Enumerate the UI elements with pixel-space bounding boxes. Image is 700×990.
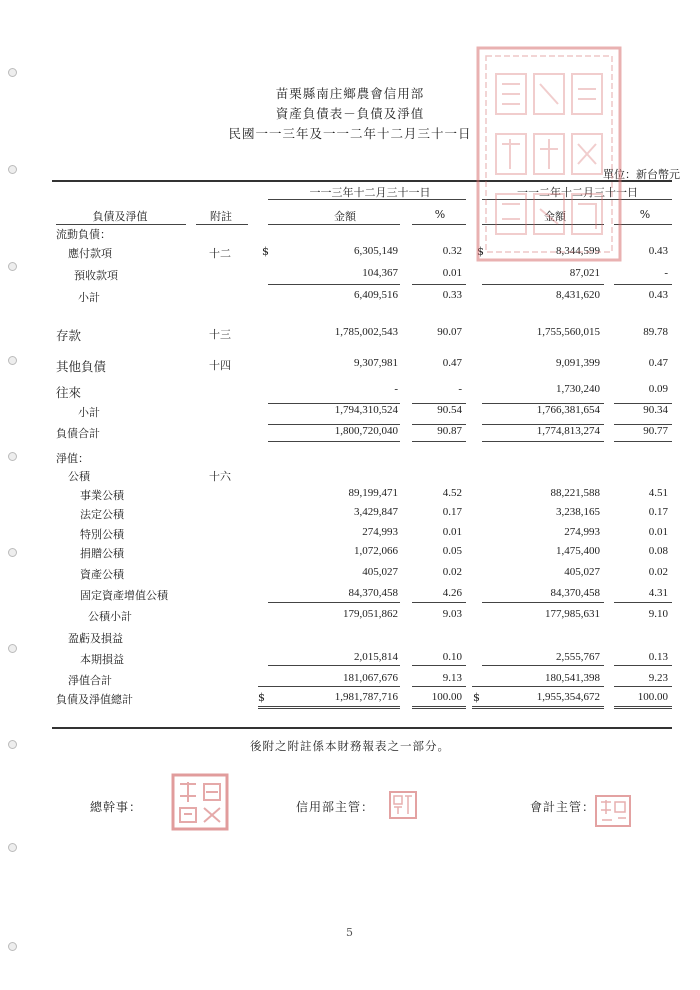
- credit-manager-seal: [388, 790, 418, 820]
- subtotal-rule: [268, 284, 400, 285]
- current-percent: 0.32: [442, 245, 462, 257]
- binder-hole: [8, 262, 17, 271]
- current-amount: 274,993: [362, 526, 398, 538]
- current-amount: 84,370,458: [348, 587, 398, 599]
- row-label: 存款: [56, 328, 82, 343]
- currency-unit: 單位：新台幣元: [603, 168, 680, 181]
- current-amount: 6,409,516: [354, 289, 398, 301]
- prior-amount: 1,730,240: [556, 383, 600, 395]
- currency-symbol: $: [477, 245, 484, 258]
- prior-amount: 84,370,458: [550, 587, 600, 599]
- general-manager-label: 總幹事：: [90, 800, 143, 814]
- current-percent: 9.03: [442, 608, 462, 620]
- note-column-header: 附註: [210, 210, 232, 223]
- subtotal-rule: [412, 403, 466, 404]
- row-label: 預收款項: [74, 269, 118, 282]
- current-amount: 179,051,862: [343, 608, 398, 620]
- footnote: 後附之附註係本財務報表之一部分。: [250, 739, 450, 753]
- prior-percent: 0.47: [648, 357, 668, 369]
- prior-percent: 100.00: [637, 691, 668, 703]
- current-percent: 100.00: [431, 691, 462, 703]
- subtotal-rule: [482, 665, 604, 666]
- period-prior-header: 一一二年十二月三十一日: [517, 186, 638, 199]
- current-percent: 0.17: [442, 506, 462, 518]
- subtotal-rule: [482, 284, 604, 285]
- prior-amount: 88,221,588: [550, 487, 600, 499]
- amount-current-header: 金額: [334, 210, 356, 223]
- current-amount: 89,199,471: [348, 487, 398, 499]
- header-underline: [56, 224, 186, 225]
- current-percent: 0.10: [442, 651, 462, 663]
- prior-amount: 2,555,767: [556, 651, 600, 663]
- current-percent: 0.05: [442, 545, 462, 557]
- prior-amount: 180,541,398: [545, 672, 600, 684]
- current-amount: -: [394, 383, 398, 395]
- row-label: 淨值：: [56, 452, 89, 465]
- row-label: 其他負債: [56, 359, 107, 374]
- binder-hole: [8, 165, 17, 174]
- row-label: 事業公積: [80, 489, 124, 502]
- subtotal-rule: [614, 602, 672, 603]
- row-label: 流動負債：: [56, 228, 111, 241]
- prior-percent: 0.43: [648, 289, 668, 301]
- current-percent: 0.01: [442, 267, 462, 279]
- subtotal-rule: [614, 665, 672, 666]
- prior-percent: 0.01: [648, 526, 668, 538]
- current-percent: 0.33: [442, 289, 462, 301]
- current-percent: 0.02: [442, 566, 462, 578]
- page-number: 5: [346, 926, 353, 939]
- subtotal-rule: [412, 602, 466, 603]
- row-label: 公積: [68, 470, 90, 483]
- prior-percent: 0.43: [648, 245, 668, 257]
- item-column-header: 負債及淨值: [92, 210, 148, 223]
- prior-percent: 0.13: [648, 651, 668, 663]
- current-amount: 1,794,310,524: [334, 404, 398, 416]
- prior-amount: 8,431,620: [556, 289, 600, 301]
- current-amount: 9,307,981: [354, 357, 398, 369]
- grand-total-double-rule: [472, 706, 604, 709]
- subtotal-rule: [412, 284, 466, 285]
- accounting-manager-label: 會計主管：: [530, 800, 596, 814]
- prior-percent: -: [664, 267, 668, 279]
- amount-prior-header: 金額: [544, 210, 566, 223]
- prior-amount: 1,475,400: [556, 545, 600, 557]
- row-label: 資產公積: [80, 568, 124, 581]
- prior-amount: 1,955,354,672: [536, 691, 600, 703]
- row-label: 特別公積: [80, 528, 124, 541]
- subtotal-rule: [482, 602, 604, 603]
- grand-total-double-rule: [412, 706, 466, 709]
- current-percent: 4.26: [442, 587, 462, 599]
- total-rule: [268, 441, 400, 442]
- prior-amount: 1,766,381,654: [536, 404, 600, 416]
- grand-total-double-rule: [614, 706, 672, 709]
- row-note: 十四: [209, 359, 231, 372]
- current-amount: 6,305,149: [354, 245, 398, 257]
- header-underline: [412, 224, 466, 225]
- header-underline: [268, 224, 400, 225]
- subtotal-rule: [614, 284, 672, 285]
- currency-symbol: $: [473, 691, 480, 704]
- header-underline: [196, 224, 248, 225]
- prior-percent: 0.17: [648, 506, 668, 518]
- total-rule: [614, 424, 672, 425]
- currency-symbol: $: [258, 691, 265, 704]
- binder-hole: [8, 843, 17, 852]
- row-label: 公積小計: [88, 610, 132, 623]
- prior-percent: 90.77: [643, 425, 668, 437]
- grand-total-double-rule: [258, 706, 400, 709]
- current-amount: 1,785,002,543: [334, 326, 398, 338]
- current-amount: 104,367: [362, 267, 398, 279]
- prior-percent: 0.08: [648, 545, 668, 557]
- prior-amount: 9,091,399: [556, 357, 600, 369]
- row-label: 捐贈公積: [80, 547, 124, 560]
- prior-percent: 4.31: [648, 587, 668, 599]
- binder-hole: [8, 942, 17, 951]
- prior-amount: 8,344,599: [556, 245, 600, 257]
- binder-hole: [8, 644, 17, 653]
- total-rule: [412, 441, 466, 442]
- row-label: 負債及淨值總計: [56, 693, 133, 706]
- total-rule: [258, 686, 400, 687]
- current-percent: -: [458, 383, 462, 395]
- row-label: 往來: [56, 385, 82, 400]
- total-rule: [482, 424, 604, 425]
- current-amount: 2,015,814: [354, 651, 398, 663]
- row-label: 法定公積: [80, 508, 124, 521]
- prior-percent: 4.51: [648, 487, 668, 499]
- prior-percent: 9.10: [648, 608, 668, 620]
- subtotal-rule: [268, 665, 400, 666]
- org-name: 苗栗縣南庄鄉農會信用部: [275, 86, 425, 101]
- current-percent: 90.07: [437, 326, 462, 338]
- prior-amount: 87,021: [569, 267, 600, 279]
- row-label: 小計: [78, 291, 100, 304]
- currency-symbol: $: [262, 245, 269, 258]
- subtotal-rule: [268, 403, 400, 404]
- total-rule: [482, 441, 604, 442]
- current-percent: 4.52: [442, 487, 462, 499]
- current-percent: 0.47: [442, 357, 462, 369]
- current-amount: 181,067,676: [343, 672, 398, 684]
- current-amount: 1,072,066: [354, 545, 398, 557]
- row-label: 應付款項: [68, 247, 112, 260]
- row-label: 淨值合計: [68, 674, 112, 687]
- total-rule: [268, 424, 400, 425]
- current-percent: 9.13: [442, 672, 462, 684]
- pct-current-header: %: [434, 208, 446, 221]
- binder-hole: [8, 548, 17, 557]
- period-current-header: 一一三年十二月三十一日: [309, 186, 431, 199]
- prior-percent: 9.23: [648, 672, 668, 684]
- prior-amount: 274,993: [564, 526, 600, 538]
- credit-manager-label: 信用部主管：: [296, 800, 375, 814]
- total-rule: [472, 686, 604, 687]
- row-note: 十二: [209, 247, 231, 260]
- report-title: 資產負債表－負債及淨值: [275, 106, 425, 121]
- row-label: 小計: [78, 406, 100, 419]
- subtotal-rule: [614, 403, 672, 404]
- pct-prior-header: %: [639, 208, 651, 221]
- row-label: 盈虧及損益: [68, 632, 123, 645]
- prior-percent: 0.02: [648, 566, 668, 578]
- current-percent: 0.01: [442, 526, 462, 538]
- total-rule: [412, 686, 466, 687]
- report-date: 民國一一三年及一一二年十二月三十一日: [228, 126, 472, 141]
- current-amount: 1,800,720,040: [334, 425, 398, 437]
- row-note: 十六: [209, 470, 231, 483]
- accounting-manager-seal: [594, 794, 632, 828]
- prior-percent: 90.34: [643, 404, 668, 416]
- bottom-rule: [52, 727, 672, 729]
- total-rule: [614, 686, 672, 687]
- institution-seal: [474, 44, 624, 264]
- current-amount: 405,027: [362, 566, 398, 578]
- prior-percent: 89.78: [643, 326, 668, 338]
- row-label: 負債合計: [56, 427, 100, 440]
- prior-amount: 1,755,560,015: [536, 326, 600, 338]
- general-manager-seal: [170, 772, 230, 832]
- prior-percent: 0.09: [648, 383, 668, 395]
- prior-amount: 405,027: [564, 566, 600, 578]
- binder-hole: [8, 356, 17, 365]
- row-label: 本期損益: [80, 653, 124, 666]
- current-amount: 3,429,847: [354, 506, 398, 518]
- total-rule: [614, 441, 672, 442]
- row-label: 固定資產增值公積: [80, 589, 168, 602]
- current-percent: 90.54: [437, 404, 462, 416]
- total-rule: [412, 424, 466, 425]
- row-note: 十三: [209, 328, 231, 341]
- prior-amount: 3,238,165: [556, 506, 600, 518]
- prior-amount: 177,985,631: [545, 608, 600, 620]
- prior-amount: 1,774,813,274: [536, 425, 600, 437]
- subtotal-rule: [482, 403, 604, 404]
- binder-hole: [8, 68, 17, 77]
- binder-hole: [8, 452, 17, 461]
- period-underline: [268, 199, 466, 200]
- current-amount: 1,981,787,716: [334, 691, 398, 703]
- subtotal-rule: [268, 602, 400, 603]
- subtotal-rule: [412, 665, 466, 666]
- current-percent: 90.87: [437, 425, 462, 437]
